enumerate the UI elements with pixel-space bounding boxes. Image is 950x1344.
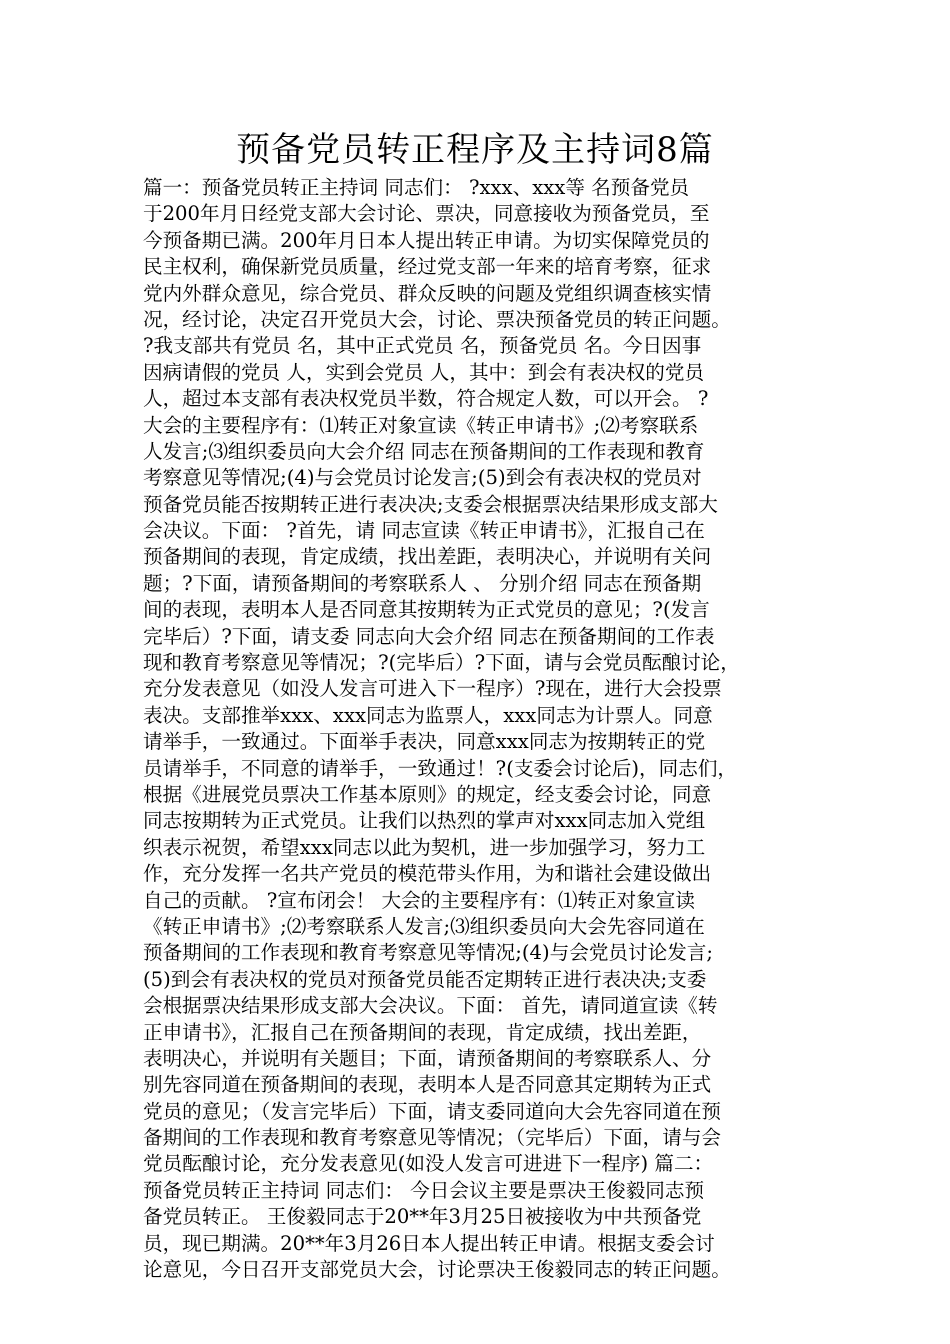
body-text-line: 别先容同道在预备期间的表现，表明本人是否同意其定期转为正式: [143, 1073, 712, 1097]
body-text-line: 党员的意见；（发言完毕后）下面，请支委同道向大会先容同道在预: [143, 1099, 722, 1123]
body-text-line: 大会的主要程序有：⑴转正对象宣读《转正申请书》;⑵考察联系: [143, 413, 699, 437]
body-text-line: 请举手，一致通过。下面举手表决，同意xxx同志为按期转正的党: [143, 730, 706, 754]
body-text-line: 作，充分发挥一名共产党员的模范带头作用，为和谐社会建设做出: [143, 862, 712, 886]
body-text-line: 预备期间的表现，肯定成绩，找出差距，表明决心，并说明有关问: [143, 545, 712, 569]
body-text-line: 篇一：预备党员转正主持词 同志们： ?xxx、xxx等 名预备党员: [143, 176, 690, 199]
body-text-line: 今预备期已满。200年月日本人提出转正申请。为切实保障党员的: [143, 228, 710, 252]
body-text-line: 备党员转正。 王俊毅同志于20**年3月25日被接收为中共预备党: [143, 1205, 702, 1229]
body-text-line: 预备期间的工作表现和教育考察意见等情况;(4)与会党员讨论发言;: [143, 941, 713, 965]
body-text-line: 论意见，今日召开支部党员大会，讨论票决王俊毅同志的转正问题。: [143, 1258, 731, 1282]
body-text-line: 表决。支部推举xxx、xxx同志为监票人，xxx同志为计票人。同意: [143, 703, 713, 727]
body-text-line: 充分发表意见（如没人发言可进入下一程序）?现在，进行大会投票: [143, 677, 722, 701]
body-text-line: 人发言;⑶组织委员向大会介绍 同志在预备期间的工作表现和教育: [143, 439, 705, 463]
body-text-line: 备期间的工作表现和教育考察意见等情况；（完毕后）下面，请与会: [143, 1126, 722, 1150]
body-text-line: 于200年月日经党支部大会讨论、票决，同意接收为预备党员，至: [143, 202, 710, 226]
body-text-line: 同志按期转为正式党员。让我们以热烈的掌声对xxx同志加入党组: [143, 809, 706, 833]
body-text-line: 现和教育考察意见等情况；?(完毕后）?下面，请与会党员酝酿讨论，: [143, 651, 740, 675]
body-text-line: 《转正申请书》;⑵考察联系人发言;⑶组织委员向大会先容同道在: [143, 914, 705, 938]
document-body: [143, 175, 823, 1283]
body-text-line: 表明决心，并说明有关题目；下面，请预备期间的考察联系人、分: [143, 1046, 712, 1070]
body-text-line: 会决议。下面： ?首先，请 同志宣读《转正申请书》，汇报自己在: [143, 519, 705, 543]
body-text-line: 党内外群众意见，综合党员、群众反映的问题及党组织调查核实情: [143, 281, 712, 305]
body-text-line: 题；?下面，请预备期间的考察联系人 、 分别介绍 同志在预备期: [143, 571, 702, 595]
body-text-line: 根据《进展党员票决工作基本原则》的规定，经支委会讨论，同意: [143, 782, 712, 806]
body-text-line: 人，超过本支部有表决权党员半数，符合规定人数，可以开会。 ?: [143, 387, 709, 411]
body-text-line: 间的表现，表明本人是否同意其按期转为正式党员的意见；?(发言: [143, 598, 710, 622]
body-text-line: 考察意见等情况;(4)与会党员讨论发言;(5)到会有表决权的党员对: [143, 466, 702, 490]
body-text-line: 会根据票决结果形成支部大会决议。下面： 首先，请同道宣读《转: [143, 994, 718, 1018]
body-text-line: 员，现已期满。20**年3月26日本人提出转正申请。根据支委会讨: [143, 1231, 715, 1255]
body-text-line: (5)到会有表决权的党员对预备党员能否定期转正进行表决决;支委: [143, 967, 707, 991]
body-text-line: ?我支部共有党员 名，其中正式党员 名，预备党员 名。今日因事: [143, 334, 702, 358]
body-text-line: 因病请假的党员 人，实到会党员 人，其中：到会有表决权的党员: [143, 360, 705, 384]
body-text-line: 况，经讨论，决定召开党员大会，讨论、票决预备党员的转正问题。: [143, 307, 731, 331]
document-title: 预备党员转正程序及主持词8篇: [236, 130, 714, 170]
body-text-line: 民主权利，确保新党员质量，经过党支部一年来的培育考察，征求: [143, 255, 712, 279]
body-text-line: 完毕后）?下面，请支委 同志向大会介绍 同志在预备期间的工作表: [143, 624, 715, 648]
body-text-line: 预备党员能否按期转正进行表决决;支委会根据票决结果形成支部大: [143, 492, 718, 516]
body-text-line: 党员酝酿讨论，充分发表意见(如没人发言可进进下一程序) 篇二：: [143, 1152, 714, 1176]
body-text-line: 织表示祝贺，希望xxx同志以此为契机，进一步加强学习，努力工: [143, 835, 706, 859]
body-text-line: 正申请书》，汇报自己在预备期间的表现，肯定成绩，找出差距，: [143, 1020, 702, 1044]
body-text-line: 自己的贡献。 ?宣布闭会！ 大会的主要程序有：⑴转正对象宣读: [143, 888, 695, 912]
body-text-line: 预备党员转正主持词 同志们： 今日会议主要是票决王俊毅同志预: [143, 1178, 705, 1202]
body-text-line: 员请举手，不同意的请举手，一致通过！?(支委会讨论后)，同志们，: [143, 756, 738, 780]
